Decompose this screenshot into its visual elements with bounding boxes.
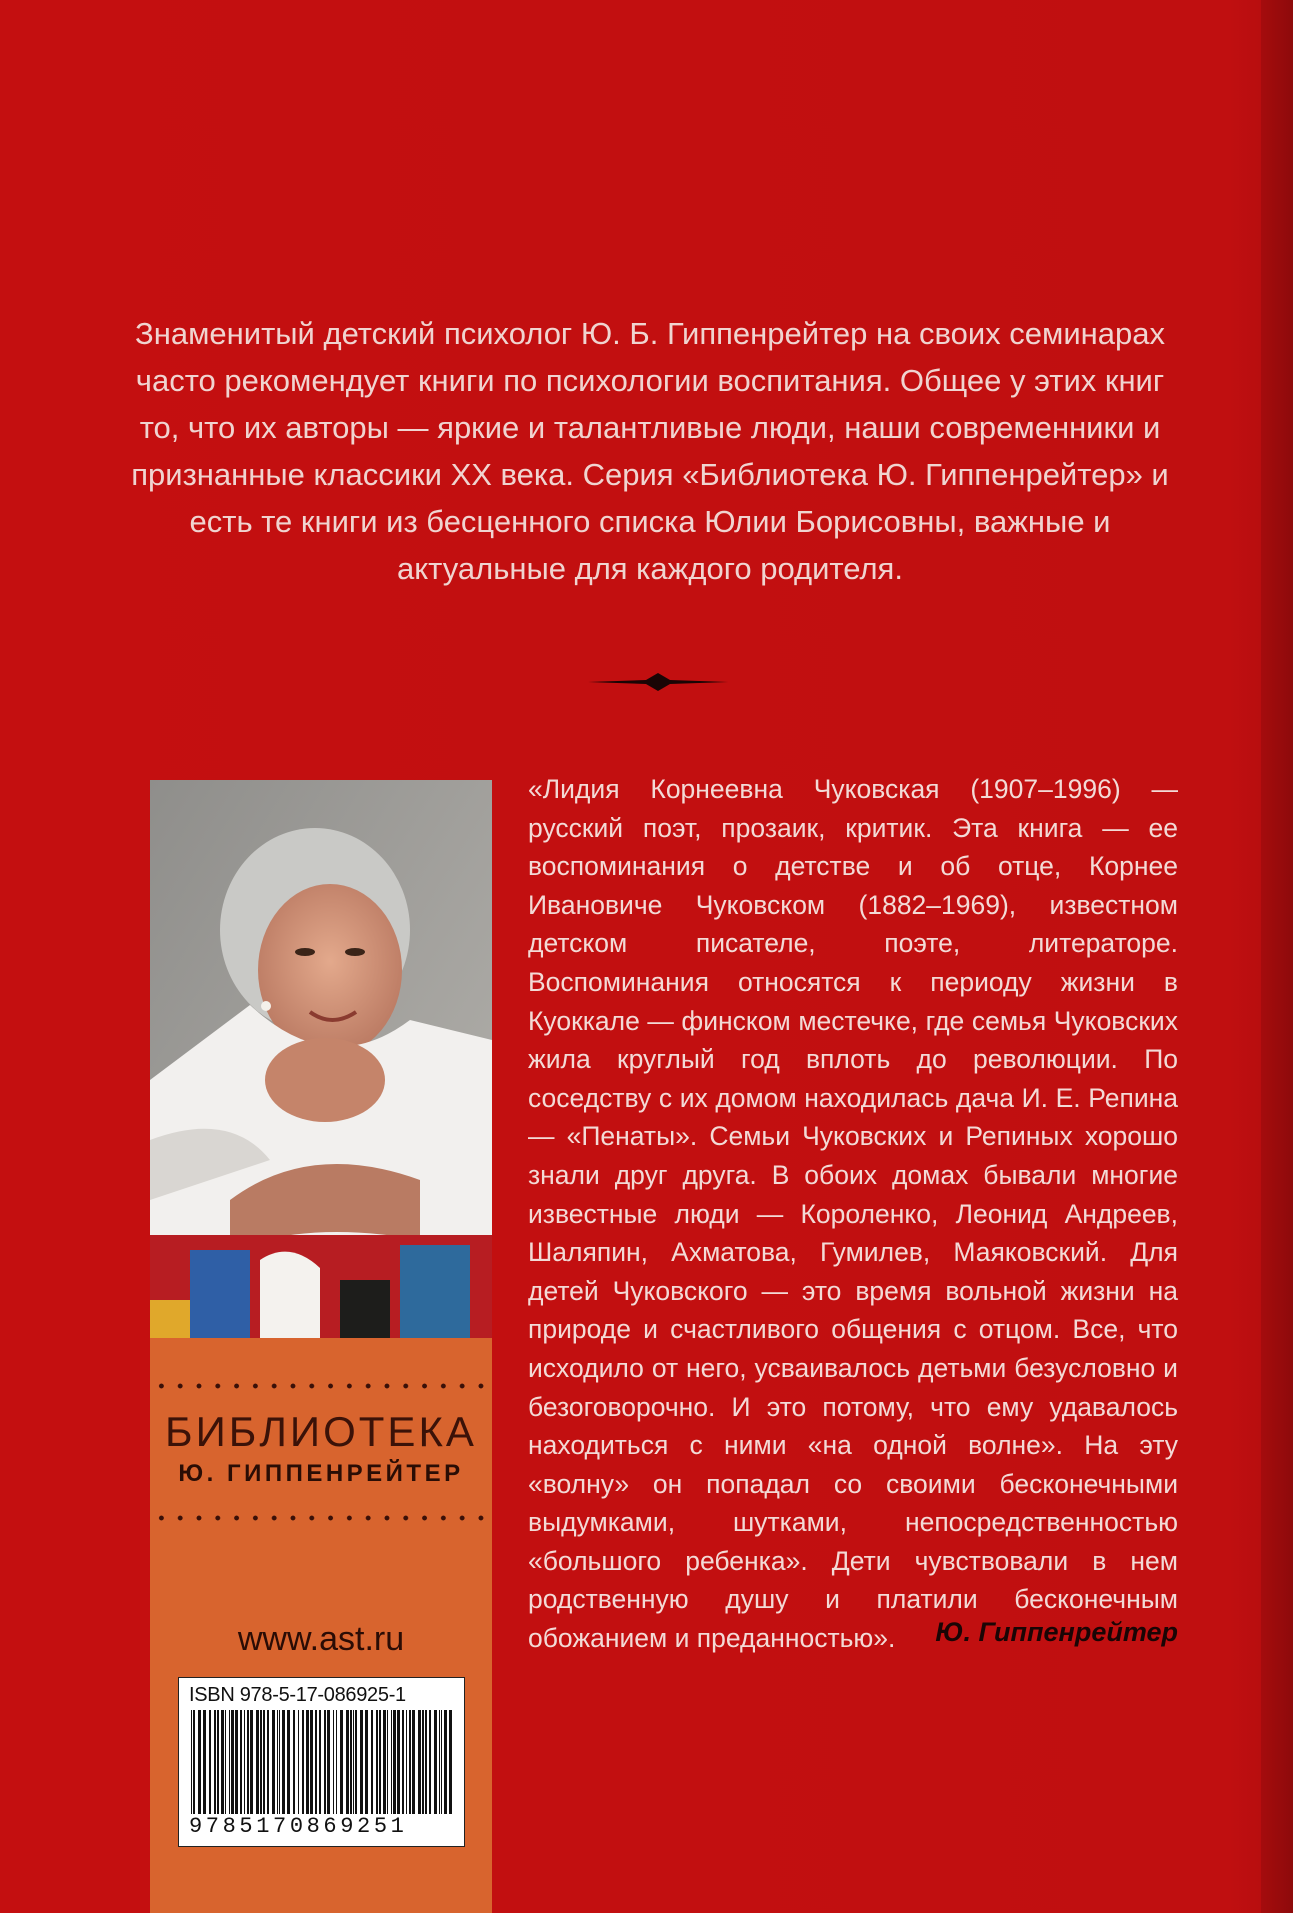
barcode-bar	[397, 1710, 400, 1814]
barcode-bar	[277, 1710, 278, 1814]
isbn-label: ISBN 978-5-17-086925-1	[189, 1684, 406, 1706]
barcode-bar	[221, 1710, 224, 1814]
intro-paragraph: Знаменитый детский психолог Ю. Б. Гиппенрейтер на своих семинарах часто рекомендует книги по психологии воспитания. Общее у этих книг то, что их авторы — яркие и талантливые люди, наши современники и признанные классики XX века. Серия «Библиотека Ю. Гиппенрейтер» и есть те книги из бесценного списка Юлии Борисовны, важные и актуальные для каждого родителя.	[131, 316, 1169, 586]
dots-divider-top	[152, 1382, 490, 1390]
barcode-bars	[189, 1710, 454, 1814]
barcode-bar	[449, 1710, 452, 1814]
barcode-bar	[333, 1710, 334, 1814]
barcode-bar	[412, 1710, 415, 1814]
barcode-bar	[376, 1710, 378, 1814]
barcode-bar	[444, 1710, 447, 1814]
barcode-bar	[409, 1710, 411, 1814]
barcode-bar	[282, 1710, 285, 1814]
barcode-bar	[441, 1710, 442, 1814]
barcode-bar	[434, 1710, 437, 1814]
barcode-bar	[340, 1710, 343, 1814]
barcode-bar	[203, 1710, 206, 1814]
barcode-bar	[383, 1710, 386, 1814]
barcode-bar	[365, 1710, 368, 1814]
barcode-bar	[302, 1710, 304, 1814]
barcode-bar	[350, 1710, 352, 1814]
barcode-bar	[244, 1710, 245, 1814]
barcode-bar	[425, 1710, 427, 1814]
barcode-bar	[191, 1710, 192, 1814]
barcode-bar	[217, 1710, 219, 1814]
isbn-barcode	[178, 1677, 465, 1847]
author-photo	[150, 780, 492, 1338]
spine-edge	[1261, 0, 1293, 1913]
book-description: «Лидия Корнеевна Чуковская (1907–1996) — русский поэт, прозаик, критик. Эта книга — ее воспоминания о детстве и об отце, Корнее Ивановиче Чуковском (1882–1969), известном детском писателе, поэте, литераторе. Воспоминания относятся к периоду жизни в Куоккале — финском местечке, где семья Чуковских жила круглый год вплоть до революции. По соседству с их домом находилась дача И. Е. Репина — «Пенаты». Семьи Чуковских и Репиных хорошо знали друг друга. В обоих домах бывали многие известные люди — Короленко, Леонид Андреев, Шаляпин, Ахматова, Гумилев, Маяковский. Для детей Чуковского — это время вольной жизни на природе и счастливого общения с отцом. Все, что исходило от него, усваивалось детьми безусловно и безоговорочно. И это потому, что ему удавалось находиться с ними «на одной волне». На эту «волну» он попадал со своими бесконечными выдумками, шутками, непосредственностью «большого ребенка». Дети чувствовали в нем родственную душу и платили бесконечным обожанием и преданностью».	[528, 774, 1178, 1654]
barcode-bar	[319, 1710, 321, 1814]
barcode-bar	[287, 1710, 290, 1814]
barcode-bar	[371, 1710, 373, 1814]
barcode-bar	[315, 1710, 317, 1814]
barcode-bar	[429, 1710, 431, 1814]
series-subtitle: Ю. ГИППЕНРЕЙТЕР	[178, 1460, 464, 1487]
barcode-bar	[247, 1710, 249, 1814]
barcode-bar	[346, 1710, 349, 1814]
ornament-divider	[588, 670, 728, 694]
barcode-bar	[379, 1710, 381, 1814]
barcode-bar	[439, 1710, 440, 1814]
barcode-bar	[267, 1710, 269, 1814]
barcode-bar	[391, 1710, 392, 1814]
barcode-bar	[235, 1710, 238, 1814]
barcode-bar	[310, 1710, 313, 1814]
barcode-bar	[360, 1710, 363, 1814]
series-title: БИБЛИОТЕКА	[165, 1408, 477, 1455]
barcode-bar	[327, 1710, 330, 1814]
publisher-website: www.ast.ru	[237, 1620, 405, 1658]
barcode-bar	[324, 1710, 326, 1814]
barcode-bar	[214, 1710, 216, 1814]
barcode-bar	[293, 1710, 295, 1814]
barcode-bar	[231, 1710, 234, 1814]
barcode-bar	[209, 1710, 211, 1814]
barcode-bar	[402, 1710, 404, 1814]
barcode-bar	[198, 1710, 201, 1814]
barcode-bar	[272, 1710, 275, 1814]
dots-divider-bottom	[152, 1514, 490, 1522]
barcode-bar	[353, 1710, 354, 1814]
barcode-bar	[225, 1710, 226, 1814]
barcode-bar	[263, 1710, 265, 1814]
barcode-bar	[193, 1710, 195, 1814]
barcode-bar	[355, 1710, 357, 1814]
barcode-bar	[229, 1710, 230, 1814]
barcode-number: 9785170869251	[189, 1814, 408, 1839]
quote-author: Ю. Гиппенрейтер	[935, 1617, 1178, 1647]
barcode-bar	[406, 1710, 407, 1814]
barcode-bar	[393, 1710, 396, 1814]
barcode-bar	[422, 1710, 424, 1814]
barcode-bar	[260, 1710, 262, 1814]
barcode-bar	[306, 1710, 309, 1814]
barcode-bar	[250, 1710, 253, 1814]
barcode-bar	[298, 1710, 299, 1814]
barcode-bar	[336, 1710, 337, 1814]
barcode-bar	[240, 1710, 242, 1814]
barcode-bar	[387, 1710, 388, 1814]
barcode-bar	[279, 1710, 280, 1814]
barcode-bar	[256, 1710, 259, 1814]
barcode-bar	[418, 1710, 421, 1814]
